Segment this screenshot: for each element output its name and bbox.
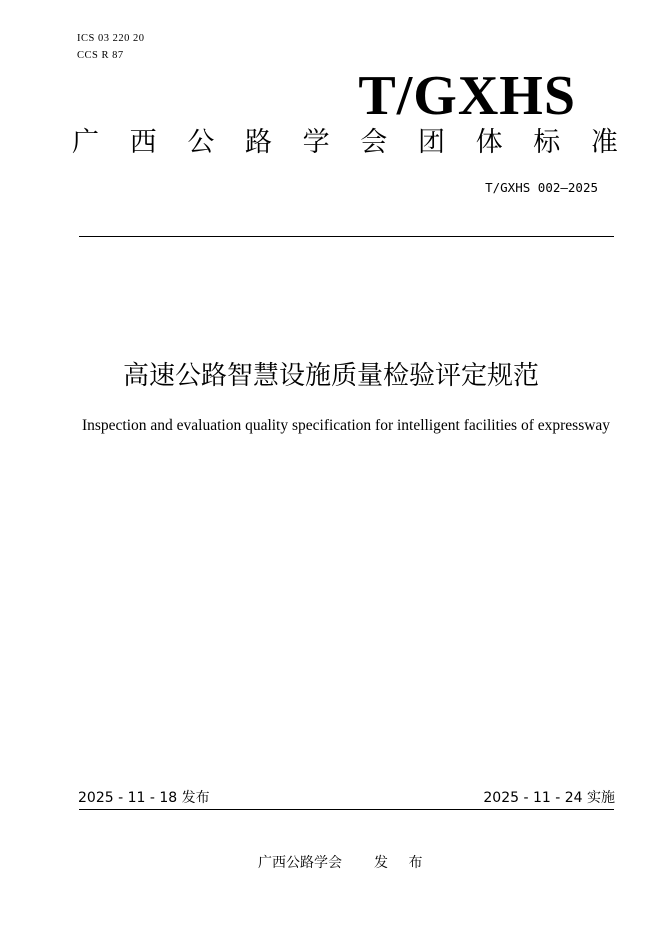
org-title-char: 西 [129,127,157,158]
org-title-char: 学 [302,127,330,158]
org-title-char: 准 [590,127,618,158]
implementation-date: 2025 - 11 - 24 实施 [483,790,615,806]
org-title-char: 团 [417,127,445,158]
organization-title [72,126,618,160]
publisher-line [258,854,430,872]
bottom-divider [79,809,614,810]
standard-number: T/GXHS 002—2025 [485,180,598,195]
org-title-char: 标 [533,127,561,158]
org-title-char: 广 [72,127,99,158]
ics-code: ICS 03 220 20 [77,33,145,44]
org-title-char: 体 [475,127,503,158]
org-title-char: 公 [187,127,215,158]
chinese-title: 高速公路智慧设施质量检验评定规范 [122,361,539,391]
org-title-char: 路 [244,127,272,158]
standard-brand-logo: T/GXHS [358,65,576,127]
org-title-char: 会 [360,127,388,158]
publisher-name: 广西公路学会 [258,855,342,871]
publish-word: 发 布 [374,855,431,871]
ccs-code: CCS R 87 [77,50,124,61]
issue-date: 2025 - 11 - 18 发布 [78,790,210,806]
english-title: Inspection and evaluation quality specification for intelligent facilities of expressway [81,417,611,434]
top-divider [79,236,614,237]
